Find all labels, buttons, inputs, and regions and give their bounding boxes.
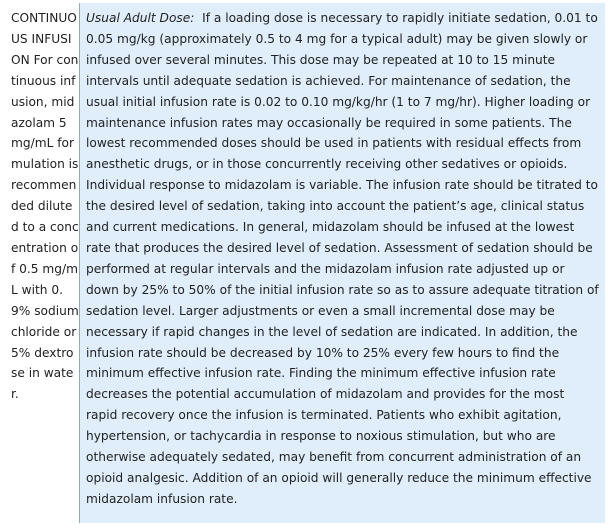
dose-description-cell [80, 3, 605, 523]
dose-text: If a loading dose is necessary to rapidly initiate sedation, 0.01 to 0.05 mg/kg (approximately 0.5 to 4 mg for a typical adult) may be given slowly or infused over several minutes. This dose may be repeated at 10 to 15 minute intervals until adequate sedation is achieved. For maintenance of sedation, the usual initial infusion rate is 0.02 to 0.10 mg/kg/hr (1 to 7 mg/hr). Higher loading or maintenance infusion rates may occasionally be required in some patients. The lowest recommended doses should be used in patients with residual effects from anesthetic drugs, or in those concurrently receiving other sedatives or opioids. Individual response to midazolam is variable. The infusion rate should be titrated to the desired level of sedation, taking into account the patient’s age, clinical status and current medications. In general, midazolam should be infused at the lowest rate that produces the desired level of sedation. Assessment of sedation should be performed at regular intervals and the midazolam infusion rate adjusted up or down by 25% to 50% of the initial infusion rate so as to assure adequate titration of sedation level. Larger adjustments or even a small incremental dose may be necessary if rapid changes in the level of sedation are indicated. In addition, the infusion rate should be decreased by 10% to 25% every few hours to find the minimum effective infusion rate. Finding the minimum effective infusion rate decreases the potential accumulation of midazolam and provides for the most rapid recovery once the infusion is terminated. Patients who exhibit agitation, hypertension, or tachycardia in response to noxious stimulation, but who are otherwise adequately sedated, may benefit from concurrent administration of an opioid analgesic. Addition of an opioid will generally reduce the minimum effective midazolam infusion rate. [86, 11, 599, 506]
row-label-cell [3, 3, 80, 523]
row-label: CONTINUOUS INFUSION For continuous infusion, midazolam 5 mg/mL formulation is recommended diluted to a concentration of 0.5 mg/mL with 0.9% sodium chloride or 5% dextrose in water. [11, 11, 79, 402]
dose-heading: Usual Adult Dose: [86, 11, 195, 25]
